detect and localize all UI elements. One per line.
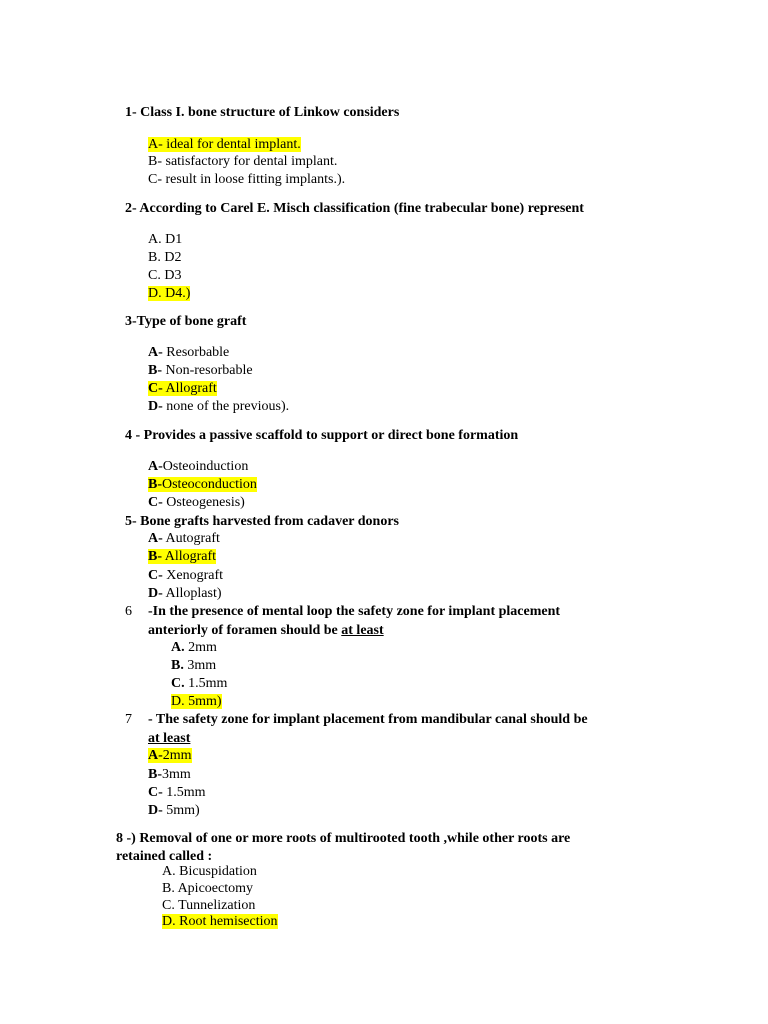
q8-option-d-text: D. Root hemisection xyxy=(162,914,278,929)
q4-option-b-highlight xyxy=(148,477,257,492)
q3-option-a xyxy=(148,344,229,361)
q7-option-c-letter: C- xyxy=(148,785,163,800)
question-6-line-2-text: anteriorly of foramen should be xyxy=(148,623,342,638)
q7-option-d xyxy=(148,802,200,819)
q3-option-c xyxy=(148,380,217,397)
question-3: 3-Type of bone graft xyxy=(125,314,247,329)
q6-option-d-text: 5mm) xyxy=(184,694,222,709)
q6-option-a-letter: A. xyxy=(171,640,185,655)
q8-option-a: A. Bicuspidation xyxy=(162,864,257,879)
question-7-emphasis: at least xyxy=(148,731,191,746)
q6-option-b-text: 3mm xyxy=(183,658,217,673)
q6-option-c-letter: C. xyxy=(171,676,185,691)
q6-option-d-highlight xyxy=(171,694,222,709)
q5-option-b-letter: B- xyxy=(148,549,162,564)
q4-option-b-letter: B- xyxy=(148,477,162,492)
q4-option-b xyxy=(148,476,257,493)
q7-option-b-text: 3mm xyxy=(162,767,191,782)
q2-option-a: A. D1 xyxy=(148,232,183,247)
q4-option-c xyxy=(148,494,245,511)
q2-option-c: C. D3 xyxy=(148,268,182,283)
q5-option-b-text: Allograft xyxy=(162,549,217,564)
q5-option-c-letter: C- xyxy=(148,568,163,583)
q4-option-c-text: Osteogenesis) xyxy=(162,495,245,510)
q6-option-a xyxy=(171,639,217,656)
q7-option-d-letter: D- xyxy=(148,803,163,818)
q5-option-d-text: Alloplast) xyxy=(162,586,222,601)
q5-option-a xyxy=(148,530,220,547)
question-7-line-1: - The safety zone for implant placement from mandibular canal should be xyxy=(148,712,588,727)
q3-option-c-highlight xyxy=(148,381,217,396)
q4-option-b-text: Osteoconduction xyxy=(162,477,257,492)
question-6-emphasis: at least xyxy=(341,623,384,638)
q7-option-c xyxy=(148,784,206,801)
q1-option-a-text: A- ideal for dental implant. xyxy=(148,137,301,152)
q2-option-b: B. D2 xyxy=(148,250,182,265)
question-8-line-1: 8 -) Removal of one or more roots of multirooted tooth ,while other roots are xyxy=(116,831,571,846)
q8-option-d xyxy=(162,913,278,930)
q3-option-c-letter: C- xyxy=(148,381,163,396)
q7-option-a-text: 2mm xyxy=(162,748,192,763)
q8-option-b: B. Apicoectomy xyxy=(162,881,253,896)
q5-option-d xyxy=(148,585,222,602)
question-6-line-2 xyxy=(148,622,384,639)
question-6-line-1: -In the presence of mental loop the safety zone for implant placement xyxy=(148,604,561,619)
q3-option-d-text: none of the previous). xyxy=(162,399,290,414)
q8-option-c: C. Tunnelization xyxy=(162,898,256,913)
q5-option-c xyxy=(148,567,223,584)
q6-option-c xyxy=(171,675,227,692)
q6-option-b xyxy=(171,657,216,674)
q4-option-c-letter: C- xyxy=(148,495,163,510)
q5-option-d-letter: D- xyxy=(148,586,163,601)
q5-option-b-highlight xyxy=(148,549,216,564)
question-6-number: 6 xyxy=(125,604,132,619)
q7-option-a xyxy=(148,747,192,764)
q3-option-d xyxy=(148,398,289,415)
q6-option-a-text: 2mm xyxy=(184,640,217,655)
question-7-number: 7 xyxy=(125,712,132,727)
q6-option-b-letter: B. xyxy=(171,658,184,673)
q2-option-d xyxy=(148,285,190,302)
q6-option-c-text: 1.5mm xyxy=(184,676,228,691)
q6-option-d xyxy=(171,693,222,710)
question-7-line-2 xyxy=(148,730,190,747)
q7-option-b-letter: B- xyxy=(148,767,162,782)
question-4: 4 - Provides a passive scaffold to support or direct bone formation xyxy=(125,428,519,443)
q2-option-d-text: D. D4.) xyxy=(148,286,191,301)
q7-option-c-text: 1.5mm xyxy=(162,785,206,800)
q3-option-c-text: Allograft xyxy=(162,381,217,396)
q3-option-d-letter: D- xyxy=(148,399,163,414)
q7-option-a-letter: A- xyxy=(148,748,163,763)
q3-option-b-text: Non-resorbable xyxy=(162,363,253,378)
q5-option-a-letter: A- xyxy=(148,531,163,546)
q4-option-a xyxy=(148,458,248,475)
q6-option-d-letter: D. xyxy=(171,694,185,709)
q7-option-b xyxy=(148,766,191,783)
q1-option-b: B- satisfactory for dental implant. xyxy=(148,154,338,169)
question-2: 2- According to Carel E. Misch classification (fine trabecular bone) represent xyxy=(125,201,584,216)
q5-option-b xyxy=(148,548,216,565)
question-1: 1- Class I. bone structure of Linkow considers xyxy=(125,105,400,120)
q4-option-a-letter: A- xyxy=(148,459,163,474)
question-5: 5- Bone grafts harvested from cadaver donors xyxy=(125,514,400,529)
q3-option-b-letter: B- xyxy=(148,363,162,378)
q5-option-a-text: Autograft xyxy=(162,531,220,546)
q5-option-c-text: Xenograft xyxy=(162,568,224,583)
q3-option-b xyxy=(148,362,253,379)
q3-option-a-text: Resorbable xyxy=(162,345,230,360)
q4-option-a-text: Osteoinduction xyxy=(162,459,249,474)
q1-option-c: C- result in loose fitting implants.). xyxy=(148,172,346,187)
q7-option-a-highlight xyxy=(148,748,192,763)
q3-option-a-letter: A- xyxy=(148,345,163,360)
q1-option-a xyxy=(148,136,301,153)
question-8-line-2: retained called : xyxy=(116,849,213,864)
q7-option-d-text: 5mm) xyxy=(162,803,200,818)
